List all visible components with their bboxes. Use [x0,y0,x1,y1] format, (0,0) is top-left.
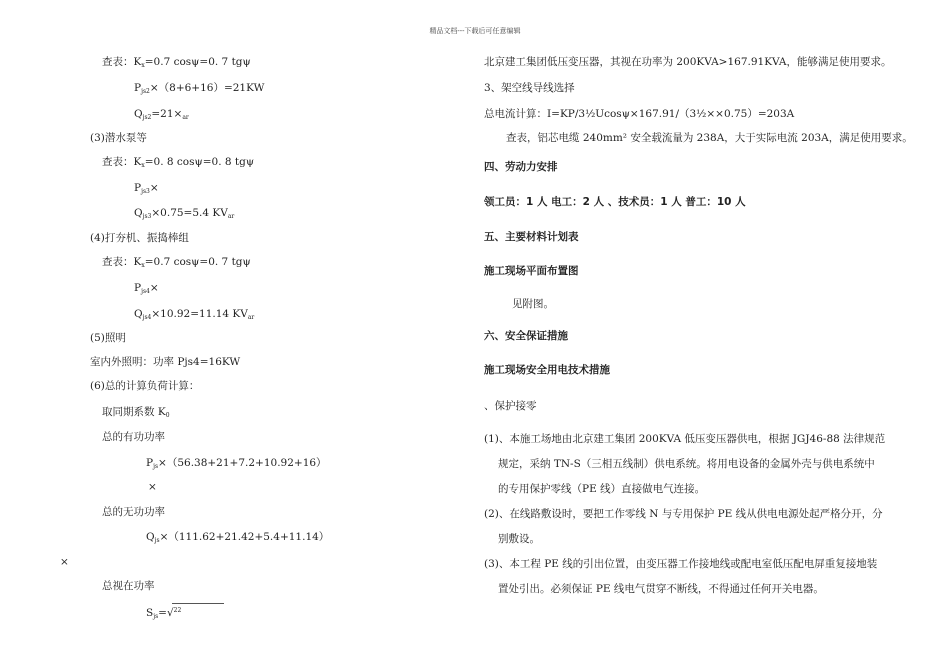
section-heading: 四、劳动力安排 [484,161,558,173]
text-line: 北京建工集团低压变压器，其视在功率为 200KVA>167.91KVA，能够满足使用要求。 [484,56,892,68]
text-line: 查表：$K_x=0.7$ cosψ=0. 7 tgψ [102,256,251,269]
page-header: 精品文档---下载后可任意编辑 [429,27,521,35]
text-line: 见附图。 [512,298,554,310]
text-line: (5)照明 [90,332,126,344]
text-line: 查表：$K_x=0$. 8 cosψ=0. 8 tgψ [102,156,255,169]
section-heading: 施工现场平面布置图 [484,265,579,277]
text-line: (3)潜水泵等 [90,132,147,144]
text-line: 室内外照明：功率 Pjs4=16KW [90,356,241,368]
text-line: 总的有功功率 [102,431,165,443]
text-line: 、保护接零 [484,400,537,412]
text-line: 的专用保护零线（PE 线）直接做电气连接。 [498,483,706,495]
text-line: $P_{js3}\times$ [134,182,159,195]
text-line: $S_{js}=√^{22}$ [146,607,182,620]
section-heading: 五、主要材料计划表 [484,231,579,243]
text-line: $P_{js4}\times$ [134,282,159,295]
text-line: (1)、本施工场地由北京建工集团 200KVA 低压变压器供电，根据 JGJ46-88 法律规范 [484,433,886,445]
text-line: 总电流计算：I=KP/3½Ucosψ×167.91/（3½××0.75）=203A [484,108,795,120]
text-line: 规定，采纳 TN-S（三相五线制）供电系统。将用电设备的金属外壳与供电系统中 [498,458,875,470]
text-line: 总视在功率 [102,580,155,592]
text-line: 查表，铝芯电缆 240mm² 安全载流量为 238A，大于实际电流 203A，满足使用要求。 [506,132,913,144]
text-line: $P_{js}\times(56.38+21+7.2+10.92+16)$ [146,457,327,470]
text-line: × [60,556,69,568]
text-line: 别敷设。 [498,533,540,545]
section-heading: 施工现场安全用电技术措施 [484,364,610,376]
text-line: 总的无功功率 [102,506,165,518]
text-line: (3)、本工程 PE 线的引出位置，由变压器工作接地线或配电室低压配电屏重复接地装 [484,558,878,570]
text-line: (6)总的计算负荷计算： [90,380,200,392]
text-line: $P_{js2}\times(8+6+16)=21KW$ [134,82,265,95]
text-line: $Q_{js3}\times 0.75=5.4$ $KV_{ar}$ [134,207,235,220]
text-line: 3、架空线导线选择 [484,82,575,94]
text-line: (4)打夯机、振捣棒组 [90,232,189,244]
section-heading: 六、安全保证措施 [484,330,568,342]
text-line: 查表：$K_x=0.7$ cosψ=0. 7 tgψ [102,56,251,69]
text-line: × [148,481,157,493]
text-line: 取同期系数 $K_0$ [102,406,170,419]
text-line: $Q_{js}\times(111.62+21.42+5.4+11.14)$ [146,531,330,544]
text-line: (2)、在线路敷设时，要把工作零线 N 与专用保护 PE 线从供电电源处起严格分开，分 [484,508,883,520]
text-line: 领工员：1 人 电工：2 人 、技术员：1 人 普工：10 人 [484,196,746,208]
text-line: $Q_{js4}\times 10.92=11.14$ $KV_{ar}$ [134,308,255,321]
text-line: $Q_{js2}=21\times_{ar}$ [134,108,189,121]
sqrt-overline [172,603,224,604]
text-line: 置处引出。必须保证 PE 线电气贯穿不断线，不得通过任何开关电器。 [498,583,824,595]
